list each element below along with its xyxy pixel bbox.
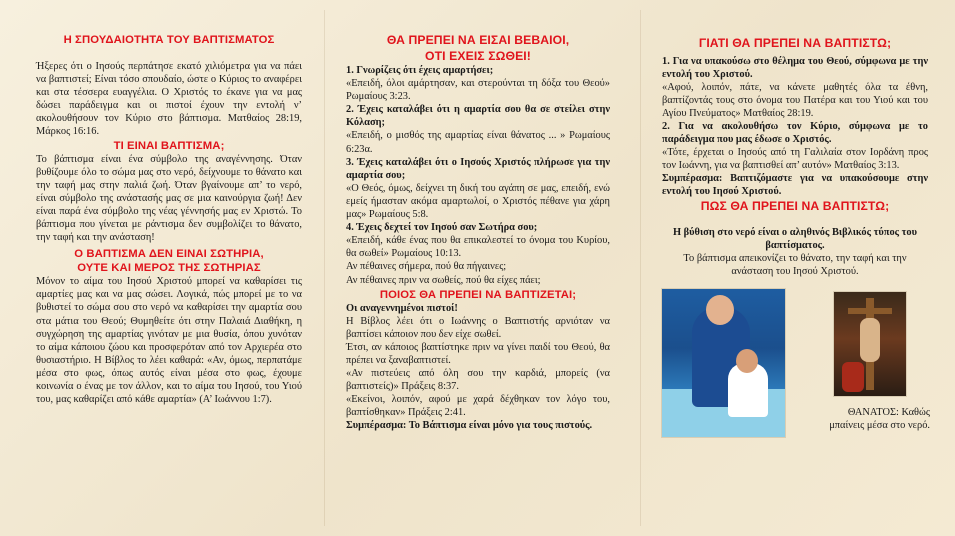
heading-not-salvation-2: ΟΥΤΕ ΚΑΙ ΜΕΡΟΣ ΤΗΣ ΣΩΤΗΡΙΑΣ	[77, 262, 261, 275]
line-if-died-before: Αν πέθαινες πριν να σωθείς, πού θα είχες πάει;	[346, 274, 541, 286]
column-why-baptize	[654, 0, 936, 536]
paragraph-importance: Ήξερες ότι ο Ιησούς περπάτησε εκατό χιλιόμετρα για να πάει να βαπτιστεί; Είναι τόσο σπουδαίο, ώστε ο Κύριος το αναφέρει και στα τέσσερα ευαγγέλια. Ο Χριστός το έκανε για να μας δώσει παράδειγμα και οι πιστοί έχουν την εντολή ν’ ακολουθήσουν τον Κύριο στο βάπτισμα. Ματθαίος 28:19, Μάρκος 16:16.	[36, 61, 302, 138]
column-importance	[28, 0, 310, 536]
reason-2: 2. Για να ακολουθήσω τον Κύριο, σύμφωνα με το παράδειγμα που μας έδωσε ο Χριστός.	[662, 120, 928, 146]
verse-1: «Επειδή, όλοι αμάρτησαν, και στερούνται τη δόξα του Θεού» Ρωμαίους 3:23.	[346, 78, 610, 103]
question-3: 3. Έχεις καταλάβει ότι ο Ιησούς Χριστός πλήρωσε για την αμαρτία σου;	[346, 156, 610, 181]
paragraph-what-is-baptism: Το βάπτισμα είναι ένα σύμβολο της αναγέννησης. Όταν βυθίζουμε όλο το σώμα μας στο νερό, δείχνουμε το θάνατο και την ταφή μας στην παλιά ζωή. Όταν βγαίνουμε απ’ το νερό, είναι σύμβολο της ανάστασής μας σε μια καινούργια ζωή! Δεν είναι παρά ένα σύμβολο της νέας γέννησής μας εν Χριστώ. Το βάπτισμα που γίνεται με ράντισμα δεν συμβολίζει το θάνατο, την ταφή και την ανάσταση!	[36, 153, 302, 244]
verse-acts-2: «Εκείνοι, λοιπόν, αφού με χαρά δέχθηκαν τον λόγο του, βαπτίσθηκαν» Πράξεις 2:41.	[346, 394, 610, 419]
verse-matthew-3: «Τότε, έρχεται ο Ιησούς από τη Γαλιλαία στον Ιορδάνη προς τον Ιωάννη, για να βαπτισθεί απ’ αυτόν» Ματθαίος 3:13.	[662, 147, 928, 172]
crucifixion-painting	[833, 291, 907, 397]
paragraph-john-baptist: Η Βίβλος λέει ότι ο Ιωάννης ο Βαπτιστής αρνιόταν να βαπτίσει κάποιον που δεν είχε σωθεί.	[346, 315, 610, 340]
line-if-died-today: Αν πέθαινες σήμερα, πού θα πήγαινες;	[346, 261, 507, 273]
caption-line-1: ΘΑΝΑΤΟΣ: Καθώς	[847, 407, 930, 419]
verse-4: «Επειδή, κάθε ένας που θα επικαλεστεί το όνομα του Κυρίου, θα σωθεί» Ρωμαίους 10:13.	[346, 235, 610, 260]
verse-2: «Επειδή, ο μισθός της αμαρτίας είναι θάνατος ... » Ρωμαίους 6:23α.	[346, 130, 610, 155]
paragraph-rebaptize: Έτσι, αν κάποιος βαπτίστηκε πριν να γίνει παιδί του Θεού, θα πρέπει να ξαναβαπτιστεί.	[346, 341, 610, 366]
paragraph-depicts-death: Το βάπτισμα απεικονίζει το θάνατο, την ταφή και την ανάσταση του Ιησού Χριστού.	[683, 253, 907, 278]
subheading-immersion: Η βύθιση στο νερό είναι ο αληθινός Βιβλικός τύπος του βαπτίσματος.	[672, 227, 918, 252]
conclusion-obey: Συμπέρασμα: Βαπτιζόμαστε για να υπακούσουμε στην εντολή του Ιησού Χριστού.	[662, 173, 928, 198]
question-2: 2. Έχεις καταλάβει ότι η αμαρτία σου θα σε στείλει στην Κόλαση;	[346, 104, 610, 129]
reason-1: 1. Για να υπακούσω στο θέλημα του Θεού, σύμφωνα με την εντολή του Χριστού.	[662, 55, 928, 80]
question-4: 4. Έχεις δεχτεί τον Ιησού σαν Σωτήρα σου;	[346, 222, 538, 234]
paragraph-not-salvation: Μόνον το αίμα του Ιησού Χριστού μπορεί να καθαρίσει τις αμαρτίες μας και να μας σώσει. Λογικά, πώς μπορεί με το να βυθιστεί το σώμα σου στο νερό να καθαρίσει την αμαρτία σου στα μάτια του Θεού; Θυμηθείτε ότι στην Παλαιά Διαθήκη, η συγχώρηση της αμαρτίας γινόταν με μια θυσία, όπου χυνόταν το αίμα κάποιου ζώου και προσφερόταν από τον Αρχιερέα στο θυσιαστήριο. Η Βίβλος το λέει καθαρά: «Αν, όμως, περπατάμε μέσα στο φως, όπως αυτός είναι μέσα στο φως, έχουμε κοινωνία ο ένας με τον άλλον, και το αίμα του Ιησού, του Υιού του, μας καθαρίζει από κάθε αμαρτία» (Α’ Ιωάννου 1:7).	[36, 276, 302, 406]
verse-matthew-28: «Αφού, λοιπόν, πάτε, να κάνετε μαθητές όλα τα έθνη, βαπτίζοντάς τους στο όνομα του Πατέρα και του Υιού και του Αγίου Πνεύματος» Ματθαίος 28:19.	[662, 81, 928, 119]
question-1: 1. Γνωρίζεις ότι έχεις αμαρτήσει;	[346, 65, 494, 76]
heading-be-sure-1: ΘΑ ΠΡΕΠΕΙ ΝΑ ΕΙΣΑΙ ΒΕΒΑΙΟΙ,	[386, 33, 570, 47]
column-be-sure	[338, 0, 618, 536]
baptism-photo	[661, 288, 786, 438]
photo-caption	[810, 406, 930, 432]
heading-not-salvation-1: Ο ΒΑΠΤΙΣΜΑ ΔΕΝ ΕΙΝΑΙ ΣΩΤΗΡΙΑ,	[74, 248, 264, 261]
heading-how-baptize: ΠΩΣ ΘΑ ΠΡΕΠΕΙ ΝΑ ΒΑΠΤΙΣΤΩ;	[700, 198, 890, 213]
subheading-born-again: Οι αναγεννημένοι πιστοί!	[346, 302, 458, 314]
heading-be-sure-2: ΟΤΙ ΕΧΕΙΣ ΣΩΘΕΙ!	[425, 48, 531, 63]
caption-line-2: μπαίνεις μέσα στο νερό.	[829, 420, 930, 432]
verse-acts-8: «Αν πιστεύεις από όλη σου την καρδιά, μπορείς (να βαπτιστείς)» Πράξεις 8:37.	[346, 368, 610, 393]
photo-area	[662, 288, 928, 438]
heading-who-should-be-baptized: ΠΟΙΟΣ ΘΑ ΠΡΕΠΕΙ ΝΑ ΒΑΠΤΙΖΕΤΑΙ;	[379, 288, 577, 301]
column-divider	[324, 10, 325, 526]
heading-why-baptize: ΓΙΑΤΙ ΘΑ ΠΡΕΠΕΙ ΝΑ ΒΑΠΤΙΣΤΩ;	[698, 36, 892, 50]
column-divider	[640, 10, 641, 526]
heading-what-is-baptism: ΤΙ ΕΙΝΑΙ ΒΑΠΤΙΣΜΑ;	[113, 139, 225, 152]
heading-importance: Η ΣΠΟΥΔΑΙΟΤΗΤΑ ΤΟΥ ΒΑΠΤΙΣΜΑΤΟΣ	[63, 34, 275, 46]
verse-3: «Ο Θεός, όμως, δείχνει τη δική του αγάπη σε μας, επειδή, ενώ εμείς ήμασταν ακόμα αμαρτωλοί, ο Χριστός πέθανε για χάρη μας» Ρωμαίους 5:8.	[346, 182, 610, 221]
conclusion-believers: Συμπέρασμα: Το Βάπτισμα είναι μόνο για τους πιστούς.	[346, 420, 593, 432]
